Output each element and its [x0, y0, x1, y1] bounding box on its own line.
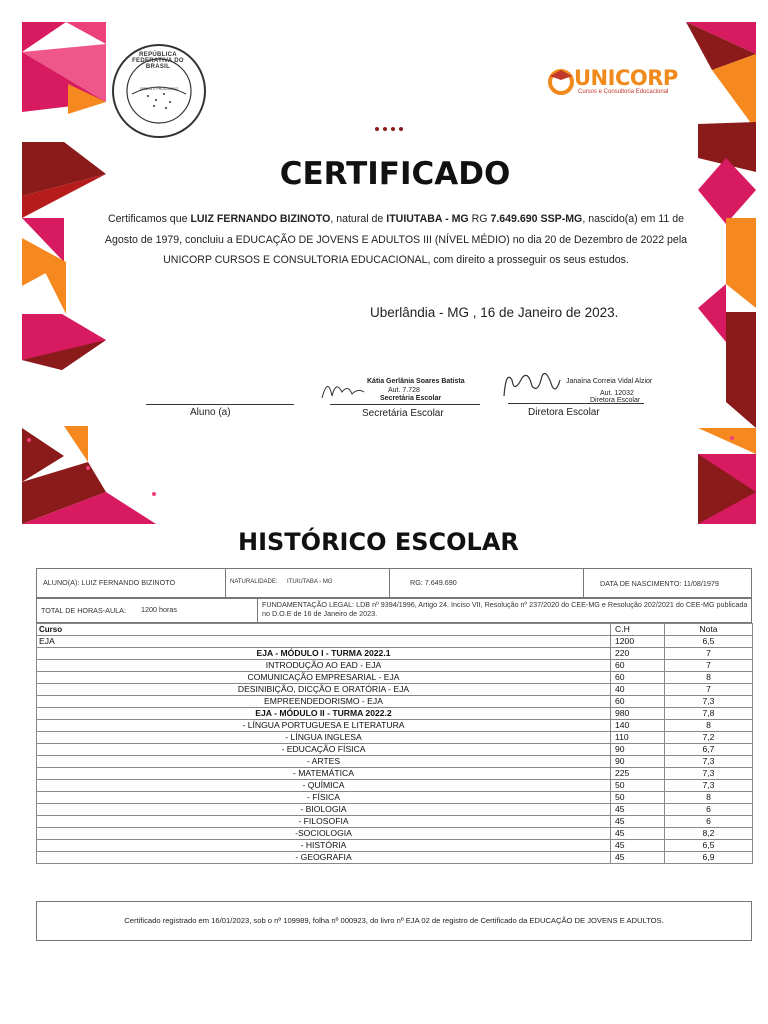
- subject-grade: 6: [665, 804, 753, 816]
- director-signature-icon: [498, 366, 562, 402]
- table-row: [37, 792, 753, 804]
- table-row: [37, 696, 753, 708]
- table-row: [37, 852, 753, 864]
- history-rg: RG: 7.649.690: [410, 578, 457, 587]
- director-signature-line: [508, 403, 644, 404]
- subject-name: - QUÍMICA: [37, 780, 611, 792]
- director-name: Janaína Correia Vidal Alzior: [566, 378, 653, 385]
- subject-ch: 60: [611, 660, 665, 672]
- subject-name: DESINIBIÇÃO, DICÇÃO E ORATÓRIA - EJA: [37, 684, 611, 696]
- naturality-value: ITUIUTABA - MG: [287, 579, 333, 585]
- certificate-body: [100, 209, 692, 271]
- subject-ch: 980: [611, 708, 665, 720]
- ch-header: C.H: [611, 624, 665, 636]
- subject-grade: 7: [665, 648, 753, 660]
- student-signature-line: [146, 404, 294, 405]
- table-row: [37, 660, 753, 672]
- table-row: [37, 636, 753, 648]
- student-signature-label: Aluno (a): [190, 407, 231, 418]
- subject-grade: 7,3: [665, 780, 753, 792]
- table-row: [37, 648, 753, 660]
- student-rg: 7.649.690 SSP-MG: [490, 213, 583, 225]
- grades-header-row: [37, 624, 753, 636]
- table-row: [37, 708, 753, 720]
- director-aut: Aut. 12032: [600, 390, 634, 397]
- grades-table: [36, 623, 753, 864]
- grade-header: Nota: [665, 624, 753, 636]
- secretary-signature-line: [330, 404, 480, 405]
- subject-grade: 7,8: [665, 708, 753, 720]
- course-header: Curso: [37, 624, 611, 636]
- history-student: ALUNO(A): LUIZ FERNANDO BIZINOTO: [43, 578, 176, 587]
- naturality-box: [225, 568, 390, 598]
- certificate-page: [22, 22, 756, 524]
- subject-ch: 45: [611, 828, 665, 840]
- subject-grade: 6: [665, 816, 753, 828]
- subject-ch: 90: [611, 744, 665, 756]
- table-row: [37, 768, 753, 780]
- subject-ch: 40: [611, 684, 665, 696]
- table-row: [37, 744, 753, 756]
- subject-grade: 6,9: [665, 852, 753, 864]
- table-row: [37, 828, 753, 840]
- subject-ch: 45: [611, 804, 665, 816]
- secretary-name: Kátia Gerlânia Soares Batista: [367, 378, 465, 385]
- subject-ch: 140: [611, 720, 665, 732]
- subject-name: - LÍNGUA INGLESA: [37, 732, 611, 744]
- hours-label: TOTAL DE HORAS-AULA:: [41, 606, 126, 615]
- unicorp-logo-icon: [546, 66, 576, 96]
- birthplace: ITUIUTABA - MG: [386, 213, 469, 225]
- table-row: [37, 672, 753, 684]
- subject-name: - FÍSICA: [37, 792, 611, 804]
- body-prefix: Certificamos que: [108, 213, 191, 225]
- table-row: [37, 732, 753, 744]
- subject-name: EJA - MÓDULO I - TURMA 2022.1: [37, 648, 611, 660]
- registration-note: Certificado registrado em 16/01/2023, sob o nº 109989, folha nº 000923, do livro nº EJA 02 de registro de Certificado da EDUCAÇÃO DE JOVENS E ADULTOS.: [36, 901, 752, 941]
- subject-name: EMPREENDEDORISMO - EJA: [37, 696, 611, 708]
- subject-grade: 8: [665, 792, 753, 804]
- subject-ch: 225: [611, 768, 665, 780]
- table-row: [37, 756, 753, 768]
- unicorp-logo-text: UNICORP: [574, 66, 678, 90]
- subject-ch: 60: [611, 696, 665, 708]
- subject-ch: 45: [611, 816, 665, 828]
- place-date: Uberlândia - MG , 16 de Janeiro de 2023.: [370, 305, 619, 320]
- legal-text: FUNDAMENTAÇÃO LEGAL: LDB nº 9394/1996, Artigo 24. Inciso VII, Resolução nº 237/2020 do CEE-MG e Resolução 202/2021 do CEE-MG publicada no D.O.E de 16 de Janeiro de 2023.: [262, 600, 748, 618]
- subject-name: - BIOLOGIA: [37, 804, 611, 816]
- rg-box: [389, 568, 584, 598]
- seal-motto: ORDEM E PROGRESSO: [139, 87, 179, 91]
- table-row: [37, 804, 753, 816]
- subject-grade: 8,2: [665, 828, 753, 840]
- subject-name: - HISTÓRIA: [37, 840, 611, 852]
- subject-name: COMUNICAÇÃO EMPRESARIAL - EJA: [37, 672, 611, 684]
- secretary-aut: Aut. 7.728: [388, 387, 420, 394]
- subject-ch: 50: [611, 780, 665, 792]
- student-name: LUIZ FERNANDO BIZINOTO: [190, 213, 331, 225]
- body-rest: , nascido(a) em 11 de Agosto de 1979, concluiu a EDUCAÇÃO DE JOVENS E ADULTOS III (NÍVEL MÉDIO) no dia 20 de Dezembro de 2022 pela UNICORP CURSOS E CONSULTORIA EDUCACIONAL, com direito a prosseguir os seus estudos.: [104, 213, 688, 266]
- subject-ch: 1200: [611, 636, 665, 648]
- table-row: [37, 720, 753, 732]
- subject-name: - LÍNGUA PORTUGUESA E LITERATURA: [37, 720, 611, 732]
- secretary-signature-label: Secretária Escolar: [362, 408, 444, 419]
- subject-name: - GEOGRAFIA: [37, 852, 611, 864]
- subject-ch: 90: [611, 756, 665, 768]
- subject-name: - EDUCAÇÃO FÍSICA: [37, 744, 611, 756]
- unicorp-logo-subtitle: Cursos e Consultoria Educacional: [578, 89, 669, 95]
- table-row: [37, 684, 753, 696]
- subject-grade: 6,5: [665, 636, 753, 648]
- history-title: HISTÓRICO ESCOLAR: [238, 528, 519, 556]
- subject-ch: 50: [611, 792, 665, 804]
- hours-box: [36, 598, 258, 623]
- secretary-signature-icon: [318, 374, 368, 404]
- subject-name: INTRODUÇÃO AO EAD - EJA: [37, 660, 611, 672]
- subject-name: -SOCIOLOGIA: [37, 828, 611, 840]
- table-row: [37, 840, 753, 852]
- subject-name: - MATEMÁTICA: [37, 768, 611, 780]
- legal-box: [257, 598, 752, 623]
- natural-prefix: , natural de: [330, 213, 387, 225]
- subject-grade: 7,3: [665, 696, 753, 708]
- subject-grade: 7,3: [665, 768, 753, 780]
- naturality-label: NATURALIDADE:: [230, 579, 278, 585]
- certificate-title: CERTIFICADO: [279, 156, 511, 192]
- director-role: Diretora Escolar: [590, 397, 641, 404]
- subject-name: EJA - MÓDULO II - TURMA 2022.2: [37, 708, 611, 720]
- director-signature-label: Diretora Escolar: [528, 407, 600, 418]
- subject-grade: 6,5: [665, 840, 753, 852]
- table-row: [37, 816, 753, 828]
- table-row: [37, 780, 753, 792]
- subject-grade: 7,3: [665, 756, 753, 768]
- student-box: [36, 568, 226, 598]
- subject-ch: 220: [611, 648, 665, 660]
- rg-prefix: RG: [468, 213, 491, 225]
- subject-ch: 45: [611, 840, 665, 852]
- subject-name: EJA: [37, 636, 611, 648]
- subject-ch: 110: [611, 732, 665, 744]
- subject-ch: 45: [611, 852, 665, 864]
- birth-box: [583, 568, 752, 598]
- title-dots-icon: [374, 126, 404, 132]
- secretary-role: Secretária Escolar: [380, 395, 442, 402]
- seal-text: REPÚBLICA FEDERATIVA DO BRASIL: [132, 52, 184, 70]
- subject-grade: 7: [665, 660, 753, 672]
- hours-value: 1200 horas: [141, 605, 177, 614]
- subject-name: - ARTES: [37, 756, 611, 768]
- subject-grade: 6,7: [665, 744, 753, 756]
- subject-grade: 7: [665, 684, 753, 696]
- subject-ch: 60: [611, 672, 665, 684]
- subject-grade: 7,2: [665, 732, 753, 744]
- subject-grade: 8: [665, 672, 753, 684]
- subject-grade: 8: [665, 720, 753, 732]
- subject-name: - FILOSOFIA: [37, 816, 611, 828]
- history-birth: DATA DE NASCIMENTO: 11/08/1979: [600, 579, 719, 588]
